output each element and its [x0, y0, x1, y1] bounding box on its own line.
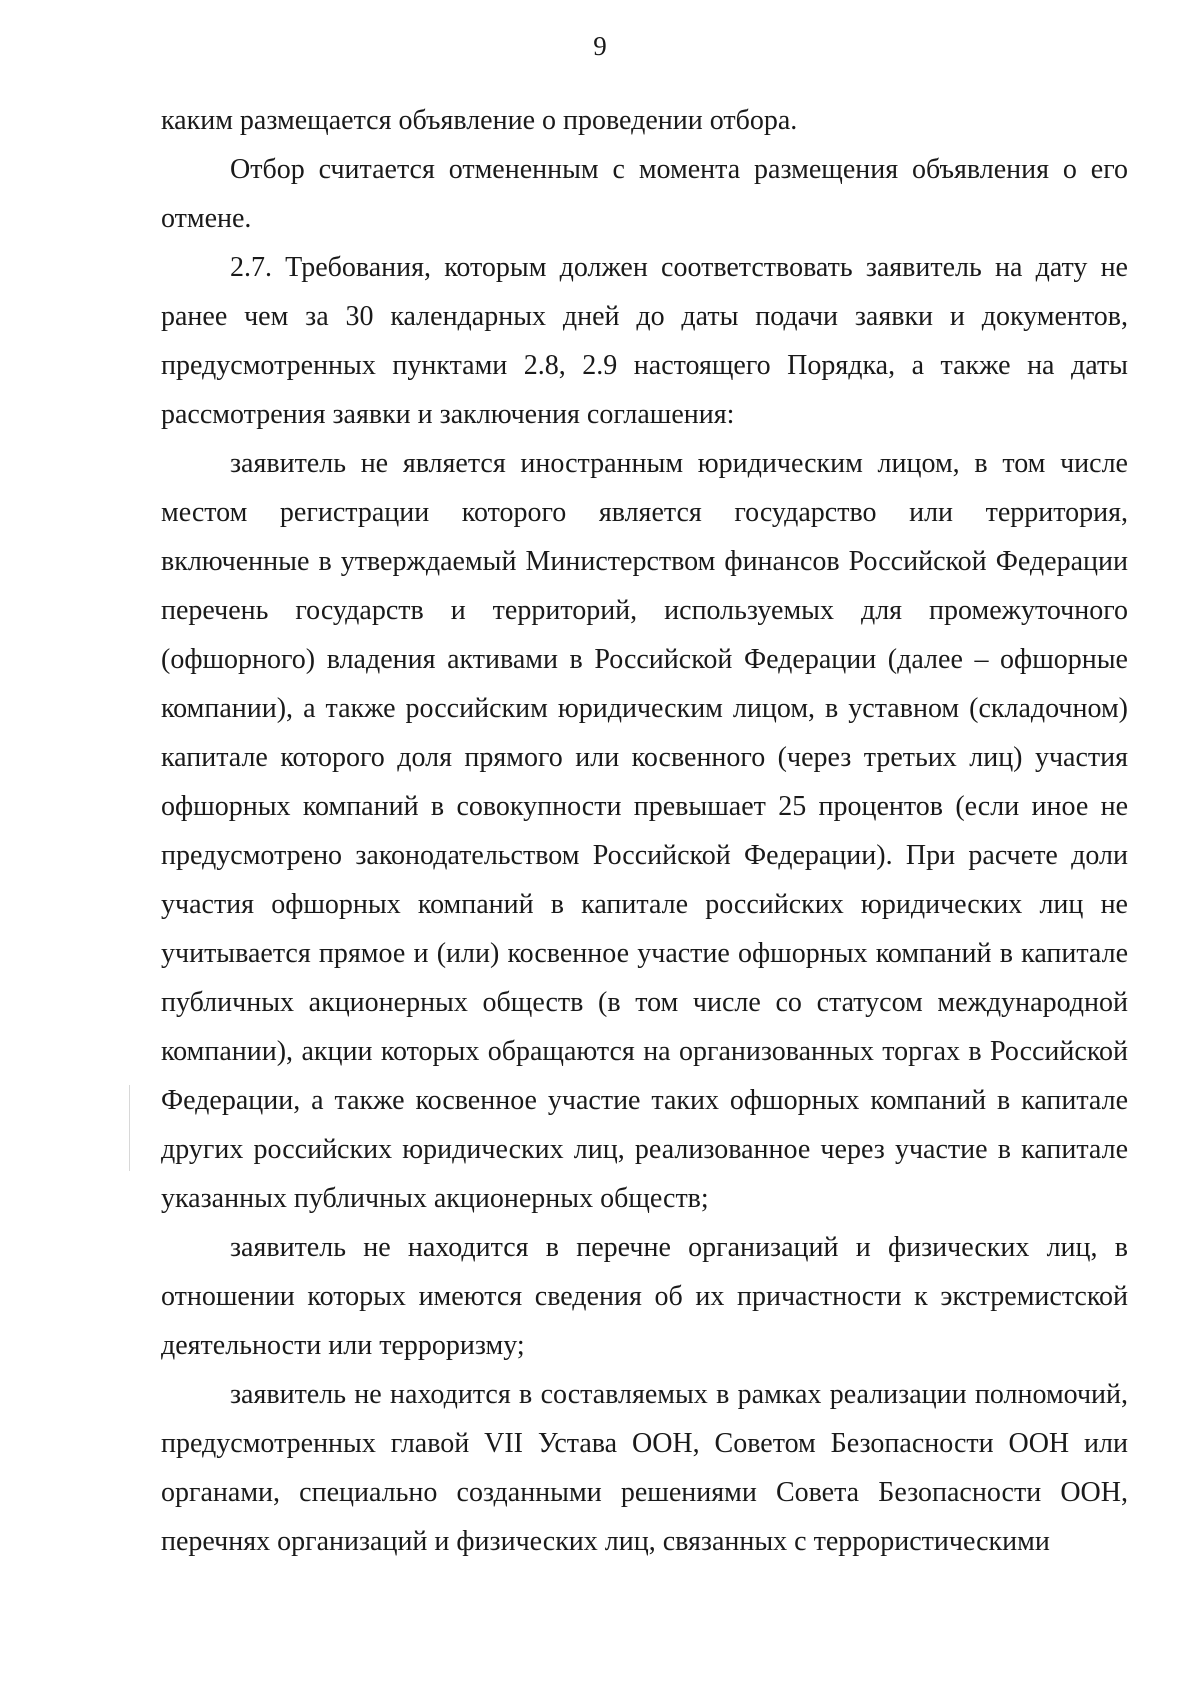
paragraph-offshore-requirement: заявитель не является иностранным юридическим лицом, в том числе местом регистрации которого является государство или территория, включенные в утверждаемый Министерством финансов Российской Федерации перечень государств и территорий, используемых для промежуточного (офшорного) владения активами в Российской Федерации (далее – офшорные компании), а также российским юридическим лицом, в уставном (складочном) капитале которого доля прямого или косвенного (через третьих лиц) участия офшорных компаний в совокупности превышает 25 процентов (если иное не предусмотрено законодательством Российской Федерации). При расчете доли участия офшорных компаний в капитале российских юридических лиц не учитывается прямое и (или) косвенное участие офшорных компаний в капитале публичных акционерных обществ (в том числе со статусом международной компании), акции которых обращаются на организованных торгах в Российской Федерации, а также косвенное участие таких офшорных компаний в капитале других российских юридических лиц, реализованное через участие в капитале указанных публичных акционерных обществ; — [161, 448, 1128, 1214]
document-body — [161, 96, 1128, 1566]
page-number: 9 — [593, 31, 607, 61]
paragraph-selection-cancellation: Отбор считается отмененным с момента размещения объявления о его отмене. — [161, 154, 1128, 234]
paragraph-requirements-2-7: 2.7. Требования, которым должен соответствовать заявитель на дату не ранее чем за 30 календарных дней до даты подачи заявки и документов, предусмотренных пунктами 2.8, 2.9 настоящего Порядка, а также на даты рассмотрения заявки и заключения соглашения: — [161, 252, 1128, 430]
paragraph-un-security-council-list: заявитель не находится в составляемых в рамках реализации полномочий, предусмотренных главой VII Устава ООН, Советом Безопасности ООН или органами, специально созданными решениями Совета Безопасности ООН, перечнях организаций и физических лиц, связанных с террористическими — [161, 1379, 1128, 1557]
scan-artifact-line — [129, 1085, 130, 1171]
paragraph-extremism-list: заявитель не находится в перечне организаций и физических лиц, в отношении которых имеются сведения об их причастности к экстремистской деятельности или терроризму; — [161, 1232, 1128, 1361]
paragraph-continuation: каким размещается объявление о проведении отбора. — [161, 105, 798, 136]
